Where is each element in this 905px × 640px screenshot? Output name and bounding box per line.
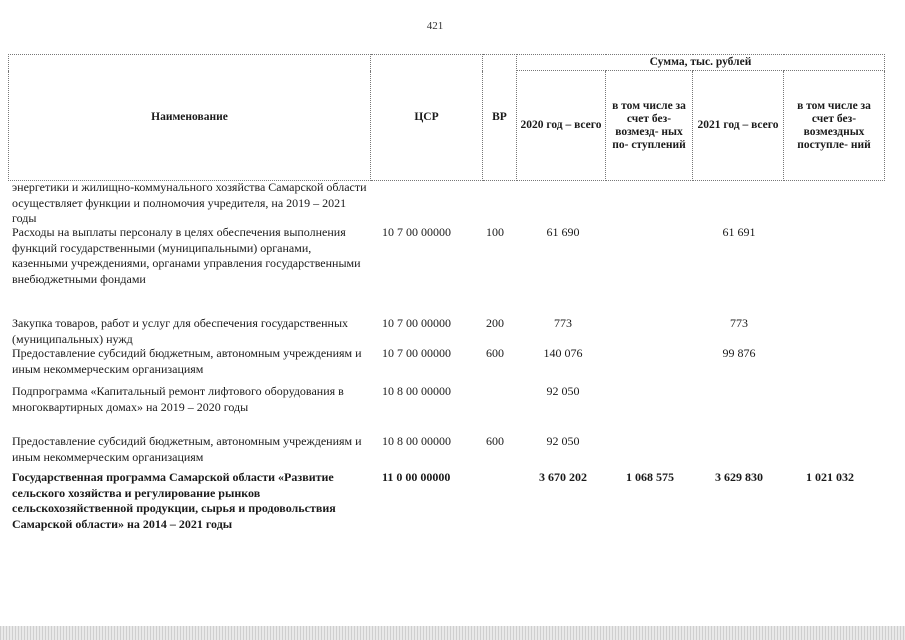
row-2020-total: 140 076 [543, 346, 583, 360]
table-row [0, 346, 905, 384]
row-2020-total: 61 690 [546, 225, 580, 239]
row-vr: 200 [486, 316, 504, 330]
row-vr: 600 [486, 434, 504, 448]
table-row [0, 180, 905, 225]
row-2020-total: 773 [554, 316, 572, 330]
header-csr: ЦСР [371, 55, 483, 181]
row-vr: 100 [486, 225, 504, 239]
row-csr: 10 7 00 00000 [382, 316, 451, 330]
row-csr: 10 7 00 00000 [382, 346, 451, 360]
page-number: 421 [426, 20, 444, 32]
row-name: Подпрограмма «Капитальный ремонт лифтового оборудования в многоквартирных домах» на 2019 – 2020 годы [12, 384, 344, 414]
header-name: Наименование [9, 55, 371, 181]
row-name: Расходы на выплаты персоналу в целях обеспечения выполнения функций государственными (муниципальными) органами, казенными учреждениями, органами управления государственными внебюджетными фондами [12, 225, 361, 286]
table-row-program [0, 470, 905, 550]
header-2020-total: 2020 год – всего [517, 71, 606, 181]
row-2020-free: 1 068 575 [626, 470, 674, 484]
table-row [0, 434, 905, 470]
row-2021-free: 1 021 032 [806, 470, 854, 484]
row-name: энергетики и жилищно-коммунального хозяйства Самарской области осуществляет функции и полномочия учредителя, на 2019 – 2021 годы [12, 180, 367, 225]
table-header [8, 54, 885, 181]
row-2020-total: 92 050 [546, 384, 580, 398]
row-2020-total: 3 670 202 [539, 470, 587, 484]
row-csr: 10 7 00 00000 [382, 225, 451, 239]
row-csr: 10 8 00 00000 [382, 384, 451, 398]
row-2021-total: 61 691 [722, 225, 756, 239]
table-row [0, 384, 905, 434]
row-name: Закупка товаров, работ и услуг для обеспечения государственных (муниципальных) нужд [12, 316, 349, 346]
header-vr: ВР [483, 55, 517, 181]
row-name: Предоставление субсидий бюджетным, автономным учреждениям и иным некоммерческим организациям [12, 346, 362, 376]
header-sum-group: Сумма, тыс. рублей [517, 55, 885, 71]
row-csr: 10 8 00 00000 [382, 434, 451, 448]
header-2021-total: 2021 год – всего [693, 71, 784, 181]
row-vr: 600 [486, 346, 504, 360]
row-name: Государственная программа Самарской области «Развитие сельского хозяйства и регулирование рынков сельскохозяйственной продукции, сырья и продовольствия Самарской области» на 2014 – 2021 годы [12, 470, 336, 531]
row-2021-total: 773 [730, 316, 748, 330]
header-2021-free: в том числе за счет без- возмездных поступле- ний [784, 71, 885, 181]
scan-edge [0, 626, 905, 640]
row-2021-total: 3 629 830 [715, 470, 763, 484]
row-2020-total: 92 050 [546, 434, 580, 448]
table-body [0, 180, 905, 550]
header-2020-free: в том числе за счет без- возмезд- ных по- ступлений [606, 71, 693, 181]
table-row [0, 316, 905, 346]
row-2021-total: 99 876 [722, 346, 756, 360]
row-name: Предоставление субсидий бюджетным, автономным учреждениям и иным некоммерческим организациям [12, 434, 362, 464]
row-csr: 11 0 00 00000 [382, 470, 451, 484]
table-row [0, 225, 905, 316]
